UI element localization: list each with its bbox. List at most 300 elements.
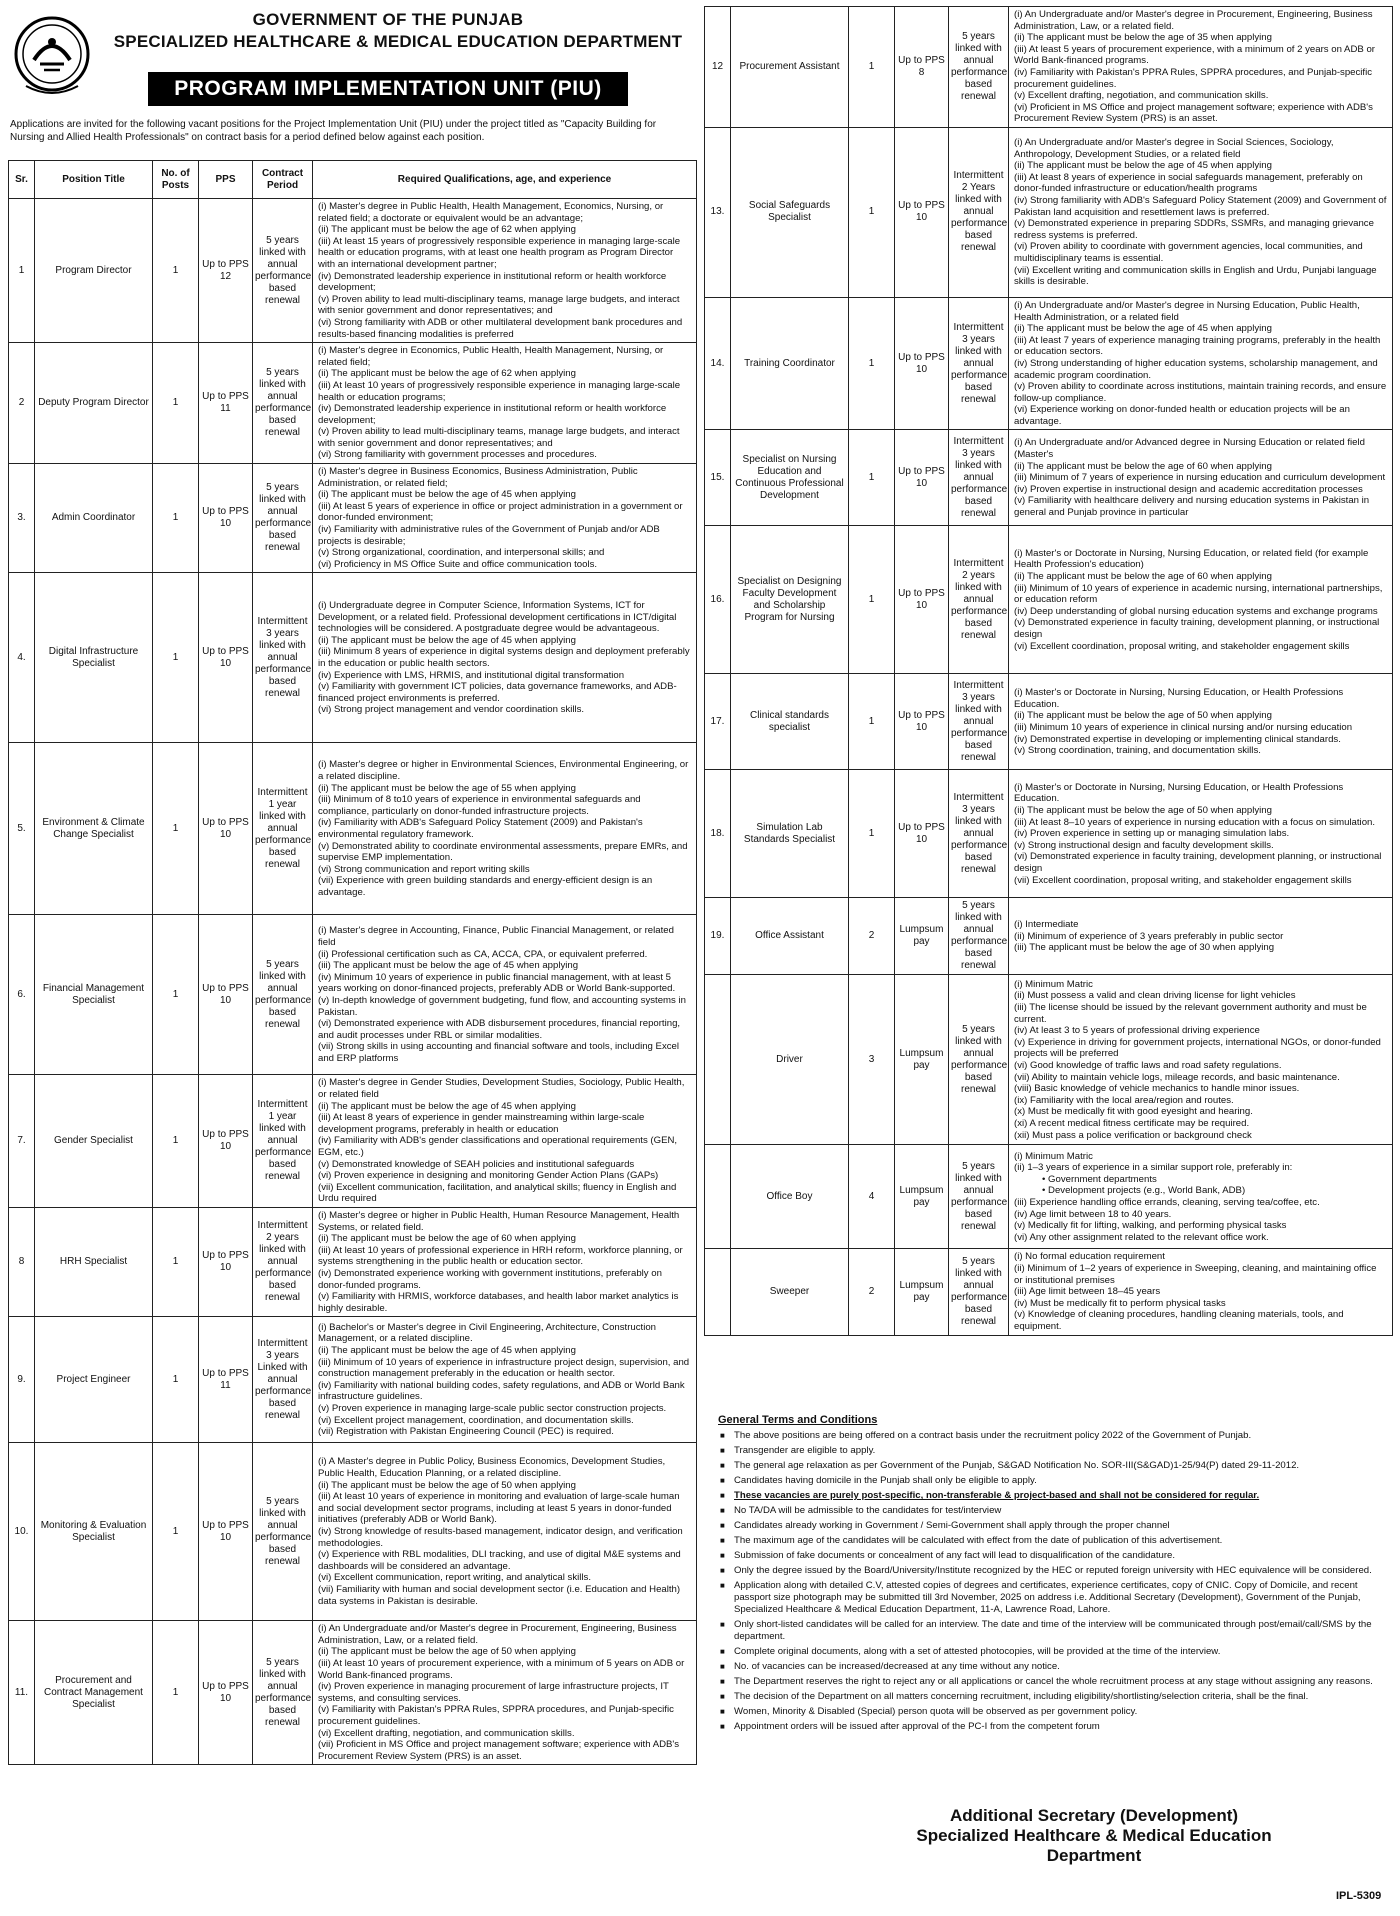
qualification-item: (i) Master's degree in Accounting, Finance, Public Financial Management, or related field [318, 925, 674, 948]
qualification-item: (iv) Strong understanding of higher education systems, scholarship management, and academic program coordination. [1014, 357, 1378, 381]
qualification-item: (ix) Familiarity with the local area/region and routes. [1014, 1094, 1234, 1106]
qualification-item: (v) Strong organizational, coordination, and interpersonal skills; and [318, 547, 605, 559]
qualification-item: (ii) The applicant must be below the age of 50 when applying [1014, 710, 1272, 722]
qualification-item: (iv) Proven experience in setting up or managing simulation labs. [1014, 828, 1290, 840]
position-contract-period: Intermittent 3 years linked with annual performance based renewal [949, 297, 1009, 430]
position-posts: 1 [849, 297, 895, 430]
qualification-item: (v) Familiarity with HRMIS, workforce databases, and health labor market analytics is highly desirable. [318, 1291, 679, 1314]
position-title: Driver [731, 975, 849, 1145]
col-header-sr: Sr. [9, 161, 35, 199]
position-title: Sweeper [731, 1249, 849, 1335]
unit-title-bar: PROGRAM IMPLEMENTATION UNIT (PIU) [148, 72, 628, 106]
position-row [9, 1443, 697, 1621]
qualification-item: (vi) Excellent communication, report writing, and analytical skills. [318, 1572, 591, 1584]
qualification-item: (i) Master's degree in Business Economics, Business Administration, Public Administration, or related field; [318, 466, 638, 489]
position-sr: 14. [705, 297, 731, 430]
position-posts: 1 [153, 199, 199, 343]
ipl-number: IPL-5309 [1336, 1890, 1382, 1902]
position-contract-period: Intermittent 2 years linked with annual performance based renewal [949, 526, 1009, 674]
qualification-item: (viii) Basic knowledge of vehicle mechanics to handle minor issues. [1014, 1083, 1300, 1095]
position-qualifications [1009, 430, 1393, 526]
position-contract-period: Intermittent 2 Years linked with annual performance based renewal [949, 127, 1009, 297]
position-qualifications [1009, 770, 1393, 898]
qualification-item: (v) Proven ability to lead multi-disciplinary teams, manage large budgets, and interact with senior government and donor representatives; and [318, 426, 680, 449]
qualification-item: (ii) Professional certification such as CA, ACCA, CPA, or equivalent preferred. [318, 948, 648, 960]
qualification-item: (i) An Undergraduate and/or Master's degree in Social Sciences, Sociology, Anthropology, Development Studies, or a related field [1014, 137, 1334, 160]
qualification-item: (iii) Minimum of 8 to10 years of experience in environmental safeguards and compliance, particularly on donor-funded infrastructure projects. [318, 794, 641, 817]
qualification-item: (vii) Familiarity with human and social development sector (i.e. Education and Health) data systems in Pakistan is desirable. [318, 1583, 681, 1607]
qualification-item: (iii) The applicant must be below the age of 30 when applying [1014, 942, 1275, 954]
position-contract-period: 5 years linked with annual performance based renewal [253, 915, 313, 1075]
position-contract-period: 5 years linked with annual performance based renewal [253, 464, 313, 573]
department-title: SPECIALIZED HEALTHCARE & MEDICAL EDUCATION DEPARTMENT [113, 32, 683, 51]
qualification-item: (x) Must be medically fit with good eyesight and hearing. [1014, 1106, 1253, 1118]
qualification-item: (ii) The applicant must be below the age of 62 when applying [318, 224, 576, 236]
qualification-item: (iv) Deep understanding of global nursing education systems and exchange programs [1014, 605, 1378, 617]
qualification-item: (vi) Strong communication and report writing skills [318, 863, 530, 875]
position-posts: 1 [153, 464, 199, 573]
position-title: Training Coordinator [731, 297, 849, 430]
qualification-item: (vi) Good knowledge of traffic laws and road safety regulations. [1014, 1059, 1282, 1071]
col-header-title: Position Title [35, 161, 153, 199]
qualification-item: (v) Proven ability to coordinate across institutions, maintain training records, and ensure follow-up compliance. [1014, 381, 1387, 404]
position-sr: 11. [9, 1621, 35, 1765]
position-contract-period: 5 years linked with annual performance based renewal [253, 1621, 313, 1765]
qualification-item: (iii) Experience handling office errands, cleaning, serving tea/coffee, etc. [1014, 1196, 1320, 1208]
position-posts: 1 [849, 430, 895, 526]
position-title: Office Assistant [731, 898, 849, 975]
qualification-item: (v) Excellent drafting, negotiation, and communication skills. [1014, 90, 1269, 102]
position-row [9, 1207, 697, 1316]
position-row [9, 915, 697, 1075]
qualification-item: (ii) The applicant must be below the age of 45 when applying [318, 1100, 576, 1112]
qualification-item: (v) Familiarity with Pakistan's PPRA Rules, SPPRA procedures, and Punjab-specific procurement guidelines. [318, 1704, 674, 1728]
term-item: ■ Transgender are eligible to apply. [718, 1445, 1390, 1457]
position-contract-period: 5 years linked with annual performance based renewal [949, 975, 1009, 1145]
position-row [705, 430, 1393, 526]
qualification-item: (ii) Minimum of 1–2 years of experience in Sweeping, cleaning, and maintaining office or institutional premises [1014, 1263, 1377, 1286]
position-posts: 1 [153, 343, 199, 464]
position-contract-period: Intermittent 3 years linked with annual performance based renewal [253, 573, 313, 743]
qualification-item: (ii) The applicant must be below the age of 50 when applying [318, 1479, 576, 1491]
position-contract-period: Intermittent 1 year linked with annual performance based renewal [253, 743, 313, 915]
qualification-item: (ii) The applicant must be below the age of 35 when applying [1014, 32, 1272, 44]
position-row [9, 1075, 697, 1208]
qualification-item: (i) Bachelor's or Master's degree in Civil Engineering, Architecture, Construction Management, or a related discipline. [318, 1321, 656, 1345]
qualification-item: (ii) The applicant must be below the age of 55 when applying [318, 782, 576, 794]
term-item: ■ Submission of fake documents or concealment of any fact will lead to disqualification of the candidature. [718, 1550, 1390, 1562]
qualification-item: (iii) Age limit between 18–45 years [1014, 1286, 1161, 1298]
qualification-item: (vii) Excellent coordination, proposal writing, and stakeholder engagement skills [1014, 874, 1352, 886]
qualification-item: (vi) Proven experience in designing and monitoring Gender Action Plans (GAPs) [318, 1170, 659, 1182]
position-qualifications [313, 199, 697, 343]
position-pps: Up to PPS 10 [895, 770, 949, 898]
position-sr: 2 [9, 343, 35, 464]
position-sr: 5. [9, 743, 35, 915]
position-sr: 16. [705, 526, 731, 674]
term-item: ■ The above positions are being offered on a contract basis under the recruitment policy 2022 of the Government of Punjab. [718, 1430, 1390, 1442]
signature-block [914, 1806, 1274, 1866]
qualification-item: (vi) Strong familiarity with government processes and procedures. [318, 449, 597, 461]
qualification-item: (ii) Must possess a valid and clean driving license for light vehicles [1014, 990, 1296, 1002]
positions-table-right [704, 6, 1393, 1336]
qualification-item: (iii) At least 10 years of experience in monitoring and evaluation of large-scale human and social development sector programs, including at least 5 years in donor-funded initiatives (preferably ADB or World Bank). [318, 1491, 680, 1526]
position-row [9, 1317, 697, 1443]
position-pps: Lumpsum pay [895, 1145, 949, 1249]
col-header-period: Contract Period [253, 161, 313, 199]
qualification-item: (iii) Minimum 10 years of experience in clinical nursing and/or nursing education [1014, 721, 1353, 733]
qualification-item: (iii) At least 8 years of experience in social safeguards management, preferably on donor-funded infrastructure or education/health programs [1014, 171, 1363, 195]
position-sr: 18. [705, 770, 731, 898]
qualification-item: (iii) At least 15 years of progressively responsible experience in managing large-scale health or education programs, with at least one health program as Program Director with an international development partner; [318, 235, 681, 270]
qualification-item: (iv) Proven experience in managing procurement of large infrastructure projects, IT systems, and consulting services. [318, 1681, 669, 1704]
position-qualifications [313, 1317, 697, 1443]
position-posts: 1 [849, 526, 895, 674]
position-title: Monitoring & Evaluation Specialist [35, 1443, 153, 1621]
header [8, 6, 698, 114]
position-qualifications [313, 743, 697, 915]
position-sr: 6. [9, 915, 35, 1075]
position-row [9, 743, 697, 915]
position-qualifications [1009, 7, 1393, 128]
qualification-item: • Development projects (e.g., World Bank, ADB) [1042, 1185, 1246, 1197]
position-title: Specialist on Designing Faculty Development and Scholarship Program for Nursing [731, 526, 849, 674]
position-sr: 13. [705, 127, 731, 297]
term-item: ■ Women, Minority & Disabled (Special) person quota will be observed as per government policy. [718, 1706, 1390, 1718]
position-pps: Up to PPS 10 [199, 464, 253, 573]
qualification-item: (ii) The applicant must be below the age of 60 when applying [1014, 460, 1272, 472]
qualification-item: (v) Proven ability to lead multi-disciplinary teams, manage large budgets, and interact with senior government and donor representatives; and [318, 293, 680, 317]
qualification-item: (iii) At least 5 years of procurement experience, with a minimum of 2 years on ADB or World Bank-financed programs. [1014, 43, 1375, 67]
position-posts: 1 [849, 674, 895, 770]
qualification-item: (iv) Demonstrated experience working with government institutions, preferably on donor-funded programs. [318, 1267, 662, 1291]
position-title: Admin Coordinator [35, 464, 153, 573]
position-sr: 8 [9, 1207, 35, 1316]
qualification-item: (ii) The applicant must be below the age of 45 when applying [318, 1345, 576, 1356]
qualification-item: (vi) Demonstrated experience with ADB disbursement procedures, financial reporting, and audit processes under RBL or similar modalities. [318, 1018, 681, 1041]
terms-title: General Terms and Conditions [718, 1414, 878, 1426]
qualification-item: (i) Undergraduate degree in Computer Science, Information Systems, ICT for Development, or a related field. Professional development certifications in ICT/digital technologies will be considered. A postgraduate degree would be advantageous. [318, 599, 677, 635]
col-header-pps: PPS [199, 161, 253, 199]
position-title: Deputy Program Director [35, 343, 153, 464]
position-posts: 1 [153, 573, 199, 743]
position-qualifications [1009, 975, 1393, 1145]
position-posts: 1 [153, 1443, 199, 1621]
qualification-item: (iv) Proven expertise in instructional design and academic accreditation processes [1014, 483, 1363, 495]
qualification-item: (vi) Experience working on donor-funded health or education projects will be an advantage. [1014, 404, 1350, 427]
position-sr: 3. [9, 464, 35, 573]
term-item: ■ The general age relaxation as per Government of the Punjab, S&GAD Notification No. SOR-III(S&GAD)1-25/94(P) dated 29-11-2012. [718, 1460, 1390, 1472]
qualification-item: (i) Minimum Matric [1014, 978, 1093, 990]
position-sr: 7. [9, 1075, 35, 1208]
position-qualifications [313, 343, 697, 464]
qualification-item: (vii) Experience with green building standards and energy-efficient design is an advantage. [318, 875, 653, 898]
position-contract-period: Intermittent 1 year linked with annual performance based renewal [253, 1075, 313, 1208]
position-pps: Up to PPS 10 [895, 297, 949, 430]
position-posts: 1 [153, 1621, 199, 1765]
position-sr [705, 1249, 731, 1335]
position-qualifications [313, 1207, 697, 1316]
position-sr: 1 [9, 199, 35, 343]
position-pps: Up to PPS 10 [199, 573, 253, 743]
position-row [9, 464, 697, 573]
position-pps: Up to PPS 10 [199, 915, 253, 1075]
qualification-item: (iii) At least 8 years of experience in gender mainstreaming within large-scale development programs, preferably in health or education [318, 1112, 645, 1135]
position-row [705, 7, 1393, 128]
qualification-item: (iv) Must be medically fit to perform physical tasks [1014, 1297, 1226, 1309]
position-row [9, 343, 697, 464]
qualification-item: (iii) At least 10 years of progressively responsible experience in managing large-scale health or education programs; [318, 379, 681, 403]
qualification-item: (vi) Proven ability to coordinate with government agencies, local communities, and multidisciplinary teams is essential. [1014, 241, 1363, 265]
position-sr: 12 [705, 7, 731, 128]
qualification-item: (v) Demonstrated experience in faculty training, development planning, or instructional design [1014, 617, 1380, 640]
qualification-item: (i) Master's degree or higher in Environmental Sciences, Environmental Engineering, or a related discipline. [318, 759, 689, 782]
col-header-qualifications: Required Qualifications, age, and experience [313, 161, 697, 199]
qualification-item: (v) Demonstrated ability to coordinate environmental assessments, prepare EMRs, and supervise EMP implementation. [318, 840, 688, 864]
position-contract-period: Intermittent 3 years Linked with annual performance based renewal [253, 1317, 313, 1443]
qualification-item: (iv) Demonstrated leadership experience in institutional reform or health workforce development; [318, 270, 667, 294]
qualification-item: (iv) Demonstrated expertise in developing or implementing clinical standards. [1014, 733, 1341, 745]
qualification-item: (iii) The applicant must be below the age of 45 when applying [318, 960, 579, 972]
term-item: ■ The decision of the Department on all matters concerning recruitment, including eligibility/shortlisting/selection criteria, shall be the final. [718, 1691, 1390, 1703]
qualification-item: (vii) Proficient in MS Office and project management software; experience with ADB's Procurement Review System (PRS) is an asset. [318, 1739, 680, 1762]
position-posts: 1 [153, 743, 199, 915]
qualification-item: (v) Proven experience in managing large-scale public sector construction projects. [318, 1402, 667, 1414]
terms-list [718, 1430, 1390, 1733]
position-row [705, 975, 1393, 1145]
qualification-item: (ii) The applicant must be below the age of 50 when applying [1014, 804, 1272, 816]
position-row [705, 526, 1393, 674]
qualification-item: (ii) The applicant must be below the age of 62 when applying [318, 368, 576, 380]
position-row [705, 674, 1393, 770]
qualification-item: (v) Familiarity with government ICT policies, data governance frameworks, and ADB-financed project environments is preferred. [318, 681, 677, 704]
position-sr [705, 1145, 731, 1249]
qualification-item: (iii) Minimum of 10 years of experience in infrastructure project design, supervision, and construction management preferably in the education or health sector. [318, 1356, 690, 1380]
qualification-item: (v) Experience with RBL modalities, DLI tracking, and use of digital M&E systems and dashboards will be considered an advantage. [318, 1549, 681, 1572]
position-sr: 9. [9, 1317, 35, 1443]
position-contract-period: Intermittent 3 years linked with annual performance based renewal [949, 430, 1009, 526]
qualification-item: (iii) The license should be issued by the relevant government authority and must be current. [1014, 1002, 1367, 1025]
qualification-item: • Government departments [1042, 1173, 1157, 1185]
position-posts: 1 [153, 1207, 199, 1316]
position-contract-period: 5 years linked with annual performance based renewal [253, 199, 313, 343]
position-posts: 4 [849, 1145, 895, 1249]
term-item: ■ No. of vacancies can be increased/decreased at any time without any notice. [718, 1661, 1390, 1673]
position-pps: Up to PPS 10 [199, 1207, 253, 1316]
qualification-item: (ii) The applicant must be below the age of 60 when applying [318, 1233, 576, 1245]
position-posts: 3 [849, 975, 895, 1145]
qualification-item: (iv) Familiarity with Pakistan's PPRA Rules, SPPRA procedures, and Punjab-specific procurement guidelines. [1014, 66, 1373, 90]
qualification-item: (vi) Strong familiarity with ADB or other multilateral development bank procedures and results-based financing modalities is preferred [318, 316, 683, 340]
qualification-item: (i) An Undergraduate and/or Master's degree in Procurement, Engineering, Business Administration, Law, or a related field. [1014, 9, 1373, 32]
position-title: Procurement and Contract Management Specialist [35, 1621, 153, 1765]
position-pps: Up to PPS 10 [895, 127, 949, 297]
qualification-item: (iv) Familiarity with administrative rules of the Government of Punjab and/or ADB projects is desirable; [318, 524, 660, 547]
qualification-item: (iv) Strong familiarity with ADB's Safeguard Policy Statement (2009) and Government of Pakistan land acquisition and resettlement laws is preferred. [1014, 195, 1387, 218]
qualification-item: (ii) The applicant must be below the age of 45 when applying [1014, 160, 1272, 172]
punjab-emblem-icon [12, 14, 92, 98]
qualification-item: (i) Master's degree in Public Health, Health Management, Economics, Nursing, or related field; a doctorate or equivalent would be an advantage; [318, 201, 664, 224]
qualification-item: (v) Demonstrated experience in preparing SDDRs, SSMRs, and managing grievance redress systems is preferred. [1014, 218, 1374, 241]
term-item: ■ The maximum age of the candidates will be calculated with effect from the date of publication of this advertisement. [718, 1535, 1390, 1547]
qualification-item: (ii) The applicant must be below the age of 45 when applying [318, 634, 576, 646]
position-contract-period: 5 years linked with annual performance based renewal [949, 898, 1009, 975]
qualification-item: (ii) The applicant must be below the age of 45 when applying [318, 489, 576, 501]
qualification-item: (iv) Demonstrated leadership experience in institutional reform or health workforce development; [318, 403, 667, 426]
position-pps: Lumpsum pay [895, 898, 949, 975]
position-title: Specialist on Nursing Education and Continuous Professional Development [731, 430, 849, 526]
qualification-item: (vi) Excellent drafting, negotiation, and communication skills. [318, 1727, 575, 1739]
qualification-item: (v) Familiarity with healthcare delivery and nursing education systems in Pakistan in general and Punjab province in particular [1014, 495, 1370, 518]
qualification-item: (i) Master's degree or higher in Public Health, Human Resource Management, Health Systems, or related field. [318, 1209, 680, 1233]
position-qualifications [313, 915, 697, 1075]
qualification-item: (v) Experience in driving for government projects, international NGOs, or donor-funded projects will be preferred [1014, 1036, 1381, 1060]
term-item: ■ No TA/DA will be admissible to the candidates for test/interview [718, 1505, 1390, 1517]
qualification-item: (iv) Minimum 10 years of experience in public financial management, with at least 5 years working on donor-financed projects, preferably ADB or World Bank-supported. [318, 971, 676, 995]
qualification-item: (v) Medically fit for lifting, walking, and performing physical tasks [1014, 1220, 1287, 1232]
position-title: Project Engineer [35, 1317, 153, 1443]
qualification-item: (ii) The applicant must be below the age of 50 when applying [318, 1646, 576, 1658]
qualification-item: (iv) Age limit between 18 to 40 years. [1014, 1208, 1172, 1220]
position-title: Procurement Assistant [731, 7, 849, 128]
col-header-posts: No. of Posts [153, 161, 199, 199]
qualification-item: (v) Strong instructional design and faculty development skills. [1014, 839, 1274, 851]
position-title: Clinical standards specialist [731, 674, 849, 770]
qualification-item: (v) Strong coordination, training, and documentation skills. [1014, 745, 1261, 757]
position-contract-period: 5 years linked with annual performance based renewal [949, 7, 1009, 128]
position-pps: Up to PPS 10 [199, 1075, 253, 1208]
position-qualifications [1009, 1145, 1393, 1249]
qualification-item: (vi) Excellent project management, coordination, and documentation skills. [318, 1414, 634, 1426]
position-posts: 1 [153, 1075, 199, 1208]
term-item: ■ Appointment orders will be issued after approval of the PC-I from the competent forum [718, 1721, 1390, 1733]
position-pps: Up to PPS 10 [895, 674, 949, 770]
position-pps: Up to PPS 10 [895, 430, 949, 526]
position-row [705, 127, 1393, 297]
position-pps: Up to PPS 11 [199, 1317, 253, 1443]
qualification-item: (i) Master's or Doctorate in Nursing, Nursing Education, or related field (for example Health Profession's education) [1014, 547, 1369, 571]
position-contract-period: Intermittent 2 years linked with annual performance based renewal [253, 1207, 313, 1316]
position-title: Office Boy [731, 1145, 849, 1249]
qualification-item: (i) An Undergraduate and/or Master's degree in Procurement, Engineering, Business Administration, Law, or a related field. [318, 1623, 677, 1646]
qualification-item: (iii) At least 7 years of experience managing training programs, preferably in the health or education sectors. [1014, 334, 1381, 358]
position-pps: Up to PPS 10 [199, 743, 253, 915]
position-qualifications [1009, 127, 1393, 297]
position-posts: 1 [153, 1317, 199, 1443]
position-title: Digital Infrastructure Specialist [35, 573, 153, 743]
qualification-item: (iii) At least 10 years of professional experience in HRH reform, workforce planning, or systems strengthening in the public health or education sector. [318, 1244, 683, 1268]
qualification-item: (v) Demonstrated knowledge of SEAH policies and institutional safeguards [318, 1158, 635, 1170]
position-qualifications [313, 1443, 697, 1621]
position-posts: 2 [849, 1249, 895, 1335]
term-item: ■ Only the degree issued by the Board/University/Institute recognized by the HEC or reputed foreign university with HEC equivalence will be considered. [718, 1565, 1390, 1577]
position-row [705, 1249, 1393, 1335]
term-item: ■ Candidates having domicile in the Punjab shall only be eligible to apply. [718, 1475, 1390, 1487]
qualification-item: (iii) At least 5 years of experience in office or project administration in a government or donor-funded environment; [318, 500, 683, 524]
position-title: Environment & Climate Change Specialist [35, 743, 153, 915]
signature-line-1: Additional Secretary (Development) [949, 1806, 1239, 1825]
position-contract-period: 5 years linked with annual performance based renewal [253, 1443, 313, 1621]
positions-table-left [8, 160, 697, 1765]
position-row [9, 199, 697, 343]
qualification-item: (iii) At least 8–10 years of experience in nursing education with a focus on simulation. [1014, 816, 1376, 828]
qualification-item: (iv) At least 3 to 5 years of professional driving experience [1014, 1025, 1260, 1037]
qualification-item: (vii) Excellent communication, facilitation, and analytical skills; fluency in English and Urdu required [318, 1181, 677, 1205]
position-title: Program Director [35, 199, 153, 343]
position-title: Gender Specialist [35, 1075, 153, 1208]
qualification-item: (i) Master's degree in Gender Studies, Development Studies, Sociology, Public Health, or related field [318, 1077, 685, 1100]
qualification-item: (vii) Strong skills in using accounting and financial software and tools, including Excel and ERP platforms [318, 1041, 680, 1064]
qualification-item: (i) Minimum Matric [1014, 1150, 1093, 1162]
qualification-item: (i) An Undergraduate and/or Advanced degree in Nursing Education or related field (Master's [1014, 437, 1365, 460]
qualification-item: (iv) Familiarity with ADB's gender classifications and operational requirements (GEN, EGM, etc.) [318, 1135, 678, 1158]
position-row [705, 297, 1393, 430]
position-sr: 10. [9, 1443, 35, 1621]
term-item: ■ Application along with detailed C.V, attested copies of degrees and certificates, experience certificates, copy of CNIC. Copy of Domicile, and recent passport size photograph may be submitted till 3rd November, 2025 on address i.e. Additional Secretary (Development), Government of the Punjab, Specialized Healthcare & Medical Education Department, 11-A, Lawrence Road, Lahore. [718, 1580, 1390, 1616]
qualification-item: (ii) Minimum of experience of 3 years preferably in public sector [1014, 930, 1284, 942]
position-title: Financial Management Specialist [35, 915, 153, 1075]
term-item: ■ The Department reserves the right to reject any or all applications or cancel the whole recruitment process at any stage without assigning any reasons. [718, 1676, 1390, 1688]
intro-paragraph: Applications are invited for the following vacant positions for the Project Implementation Unit (PIU) under the project titled as "Capacity Building for Nursing and Allied Health Professionals" on contract basis for a period defined below against each position. [10, 119, 657, 143]
qualification-item: (vii) Ability to maintain vehicle logs, mileage records, and basic maintenance. [1014, 1071, 1340, 1083]
qualification-item: (v) In-depth knowledge of government budgeting, fund flow, and accounting systems in Pakistan. [318, 994, 686, 1018]
position-contract-period: Intermittent 3 years linked with annual performance based renewal [949, 770, 1009, 898]
position-posts: 1 [849, 770, 895, 898]
position-pps: Up to PPS 10 [199, 1443, 253, 1621]
position-sr: 4. [9, 573, 35, 743]
qualification-item: (vi) Strong project management and vendor coordination skills. [318, 704, 585, 716]
qualification-item: (vi) Excellent coordination, proposal writing, and stakeholder engagement skills [1014, 640, 1350, 652]
qualification-item: (i) Master's or Doctorate in Nursing, Nursing Education, or Health Professions Education. [1014, 687, 1344, 710]
position-pps: Up to PPS 11 [199, 343, 253, 464]
position-row [705, 770, 1393, 898]
position-contract-period: 5 years linked with annual performance based renewal [949, 1145, 1009, 1249]
term-item: ■ These vacancies are purely post-specific, non-transferable & project-based and shall not be considered for regular. [718, 1490, 1390, 1502]
position-row [9, 573, 697, 743]
qualification-item: (iii) Minimum of 10 years of experience in academic nursing, international partnerships, or education reform [1014, 582, 1383, 606]
qualification-item: (iii) At least 10 years of procurement experience, with a minimum of 5 years on ADB or World Bank-financed programs. [318, 1658, 685, 1681]
qualification-item: (vi) Demonstrated experience in faculty training, development planning, or instructional design [1014, 851, 1382, 874]
qualification-item: (i) Master's degree in Economics, Public Health, Health Management, Nursing, or related field; [318, 345, 664, 368]
government-title: GOVERNMENT OF THE PUNJAB [252, 10, 524, 29]
qualification-item: (i) No formal education requirement [1014, 1251, 1165, 1263]
position-sr: 17. [705, 674, 731, 770]
qualification-item: (vi) Proficiency in MS Office Suite and office communication tools. [318, 558, 598, 570]
position-qualifications [1009, 526, 1393, 674]
qualification-item: (i) A Master's degree in Public Policy, Business Economics, Development Studies, Public Health, Education Planning, or a related discipline. [318, 1456, 666, 1480]
qualification-item: (vi) Proficient in MS Office and project management software; experience with ADB's Procurement Review System (PRS) is an asset. [1014, 101, 1373, 125]
qualification-item: (vii) Registration with Pakistan Engineering Council (PEC) is required. [318, 1426, 614, 1438]
qualification-item: (iii) Minimum of 7 years of experience in nursing education and curriculum development [1014, 472, 1386, 484]
term-item: ■ Candidates already working in Government / Semi-Government shall apply through the proper channel [718, 1520, 1390, 1532]
qualification-item: (vii) Excellent writing and communication skills in English and Urdu, Punjabi language skills is desirable. [1014, 264, 1377, 288]
position-qualifications [313, 573, 697, 743]
position-sr: 15. [705, 430, 731, 526]
term-item: ■ Complete original documents, along with a set of attested photocopies, will be provided at the time of the interview. [718, 1646, 1390, 1658]
position-posts: 1 [849, 7, 895, 128]
qualification-item: (ii) The applicant must be below the age of 45 when applying [1014, 323, 1272, 335]
position-row [705, 898, 1393, 975]
position-posts: 1 [849, 127, 895, 297]
position-qualifications [1009, 1249, 1393, 1335]
qualification-item: (i) Intermediate [1014, 919, 1079, 931]
position-qualifications [313, 1621, 697, 1765]
qualification-item: (ii) 1–3 years of experience in a similar support role, preferably in: [1014, 1162, 1293, 1174]
general-terms [718, 1414, 1390, 1736]
qualification-item: (i) An Undergraduate and/or Master's degree in Nursing Education, Public Health, Health Administration, or a related field [1014, 299, 1360, 323]
position-qualifications [1009, 297, 1393, 430]
position-contract-period: 5 years linked with annual performance based renewal [949, 1249, 1009, 1335]
